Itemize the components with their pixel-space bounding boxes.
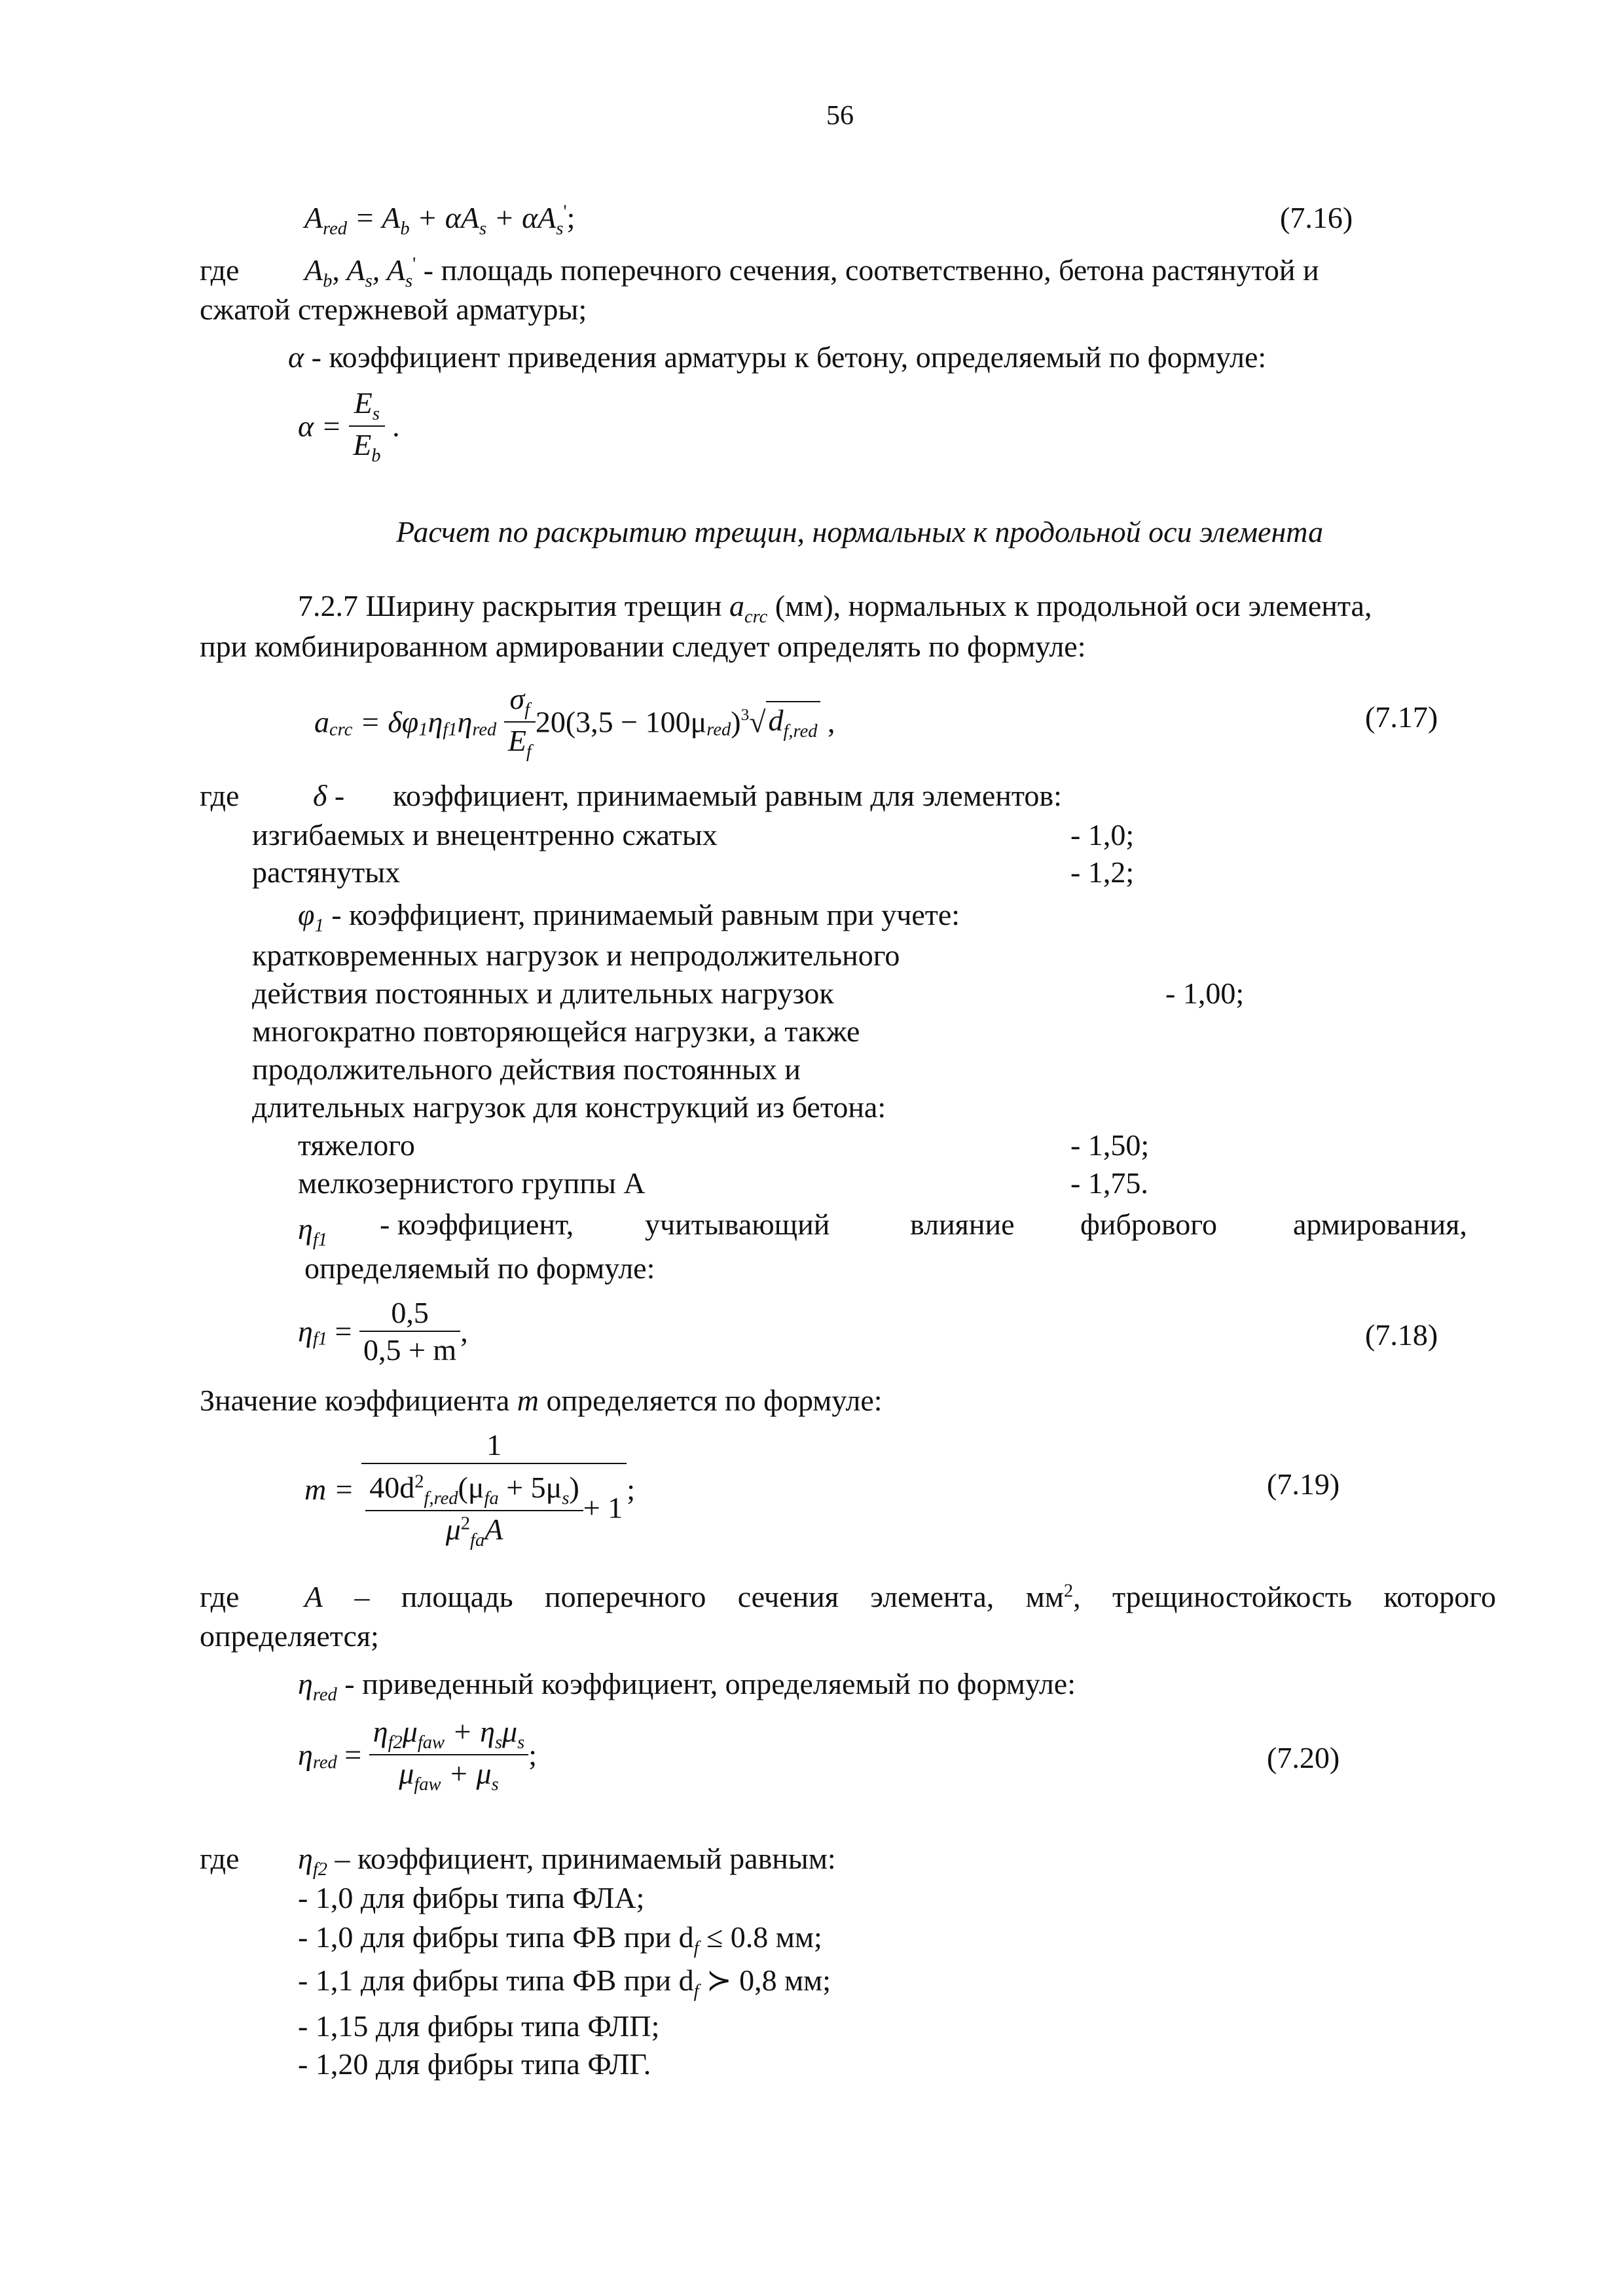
phi-definition: $\varphi_1$ - коэффициент, принимаемый равным при учете: bbox=[298, 898, 960, 936]
equation-number: (7.19) bbox=[1267, 1467, 1340, 1501]
list-item-label: тяжелого bbox=[298, 1128, 415, 1162]
equation-7-16: $A_{red} = A_b + \alpha A_s + \alpha A_s'$; bbox=[304, 201, 575, 239]
paragraph-7-2-7-line2: при комбинированном армировании следует определять по формуле: bbox=[200, 630, 1086, 663]
list-item: - 1,0 для фибры типа ФЛА; bbox=[298, 1881, 645, 1914]
phi-line: многократно повторяющейся нагрузки, а также bbox=[252, 1014, 860, 1048]
eta-f2-definition: $\eta_{f2}$ – коэффициент, принимаемый равным: bbox=[298, 1842, 836, 1880]
delta-symbol: δ - bbox=[313, 779, 345, 812]
A-definition: A – площадь поперечного сечения элемента, $мм^2$, трещиностойкость которого bbox=[304, 1580, 1496, 1613]
phi-line: длительных нагрузок для конструкций из бетона: bbox=[252, 1090, 886, 1124]
equation-7-18: $\eta_{f1}$ = $\frac{0,5}{0,5 + m}$ , bbox=[298, 1295, 468, 1368]
list-item-value: - 1,50; bbox=[1070, 1128, 1150, 1162]
m-intro: Значение коэффициента m определяется по формуле: bbox=[200, 1384, 883, 1417]
equation-7-17: $a_{crc} = \delta\varphi_1\eta_{f1}\eta_{red}$ $\frac{\sigma_f}{E_f}$ $20(3,5 - 100\mu_{red})^3√d_{f,red}$ , bbox=[314, 681, 835, 763]
alpha-formula: α = $\frac{E_s}{E_b}$ . bbox=[298, 385, 400, 467]
list-item: - 1,20 для фибры типа ФЛГ. bbox=[298, 2047, 651, 2081]
section-heading: Расчет по раскрытию трещин, нормальных к продольной оси элемента bbox=[396, 515, 1324, 548]
page-number: 56 bbox=[826, 101, 854, 131]
fraction: $\frac{E_s}{E_b}$ bbox=[349, 385, 384, 467]
list-item: - 1,15 для фибры типа ФЛП; bbox=[298, 2009, 660, 2043]
paragraph-7-2-7-line1: 7.2.7 Ширину раскрытия трещин $a_{crc}$ (мм), нормальных к продольной оси элемента, bbox=[298, 589, 1372, 627]
where-label: где bbox=[200, 1580, 240, 1613]
fraction: $\frac{0,5}{0,5 + m}$ bbox=[359, 1295, 460, 1368]
list-item-value: - 1,0; bbox=[1070, 818, 1135, 852]
list-item-label: мелкозернистого группы А bbox=[298, 1166, 646, 1200]
list-item-value: - 1,75. bbox=[1070, 1166, 1148, 1200]
phi-line: кратковременных нагрузок и непродолжительного bbox=[252, 939, 900, 972]
alpha-definition: α - коэффициент приведения арматуры к бетону, определяемый по формуле: bbox=[288, 340, 1267, 374]
eta-red-definition: $\eta_{red}$ - приведенный коэффициент, определяемый по формуле: bbox=[298, 1667, 1076, 1705]
equation-7-19: m = 1 $\frac{40d^2_{f,red}(\mu_{fa} + 5\mu_s)}{\mu^2_{fa}A}$ + 1 ; bbox=[304, 1427, 635, 1552]
equation-number: (7.18) bbox=[1365, 1318, 1438, 1352]
where-label: где bbox=[200, 253, 240, 287]
definition-line: $A_b$, $A_s$, $A_s'$ - площадь поперечного сечения, соответственно, бетона растянутой и bbox=[304, 253, 1319, 291]
list-item-label: изгибаемых и внецентренно сжатых bbox=[252, 818, 718, 852]
fraction: 1 $\frac{40d^2_{f,red}(\mu_{fa} + 5\mu_s)}{\mu^2_{fa}A}$ + 1 bbox=[361, 1427, 627, 1552]
eta-f1-word: фибрового bbox=[1080, 1208, 1217, 1241]
equation-number: (7.20) bbox=[1267, 1741, 1340, 1774]
phi-line: продолжительного действия постоянных и bbox=[252, 1052, 801, 1086]
delta-description: коэффициент, принимаемый равным для элементов: bbox=[393, 779, 1062, 812]
inner-fraction: $\frac{40d^2_{f,red}(\mu_{fa} + 5\mu_s)}{\mu^2_{fa}A}$ bbox=[365, 1469, 583, 1552]
phi-line: действия постоянных и длительных нагрузок bbox=[252, 977, 834, 1010]
eta-f1-line2: определяемый по формуле: bbox=[304, 1251, 655, 1285]
where-label: где bbox=[200, 1842, 240, 1875]
list-item-label: растянутых bbox=[252, 855, 401, 889]
eta-f1-word: учитывающий bbox=[645, 1208, 830, 1241]
fraction: $\frac{\sigma_f}{E_f}$ bbox=[504, 681, 536, 763]
eta-f1-word: влияние bbox=[910, 1208, 1015, 1241]
list-item-value: - 1,2; bbox=[1070, 855, 1135, 889]
equation-number: (7.17) bbox=[1365, 700, 1438, 734]
where-label: где bbox=[200, 779, 240, 812]
definition-continuation: сжатой стержневой арматуры; bbox=[200, 293, 587, 326]
equation-7-20: $\eta_{red}$ = $\frac{\eta_{f2}\mu_{faw} + \eta_s\mu_s}{\mu_{faw} + \mu_s}$ ; bbox=[298, 1713, 537, 1796]
phi-value: - 1,00; bbox=[1165, 977, 1245, 1010]
eta-f1-word: армирования, bbox=[1293, 1208, 1467, 1241]
list-item: - 1,0 для фибры типа ФВ при $d_f \le 0.8$ мм; bbox=[298, 1920, 822, 1958]
fraction: $\frac{\eta_{f2}\mu_{faw} + \eta_s\mu_s}{\mu_{faw} + \mu_s}$ bbox=[369, 1713, 529, 1796]
equation-number: (7.16) bbox=[1280, 201, 1353, 234]
A-definition-continuation: определяется; bbox=[200, 1619, 379, 1653]
eta-f1-word: - коэффициент, bbox=[380, 1208, 574, 1241]
eta-f1-symbol: $\eta_{f1}$ bbox=[298, 1212, 328, 1250]
list-item: - 1,1 для фибры типа ФВ при $d_f$ ≻ 0,8 мм; bbox=[298, 1964, 831, 2001]
